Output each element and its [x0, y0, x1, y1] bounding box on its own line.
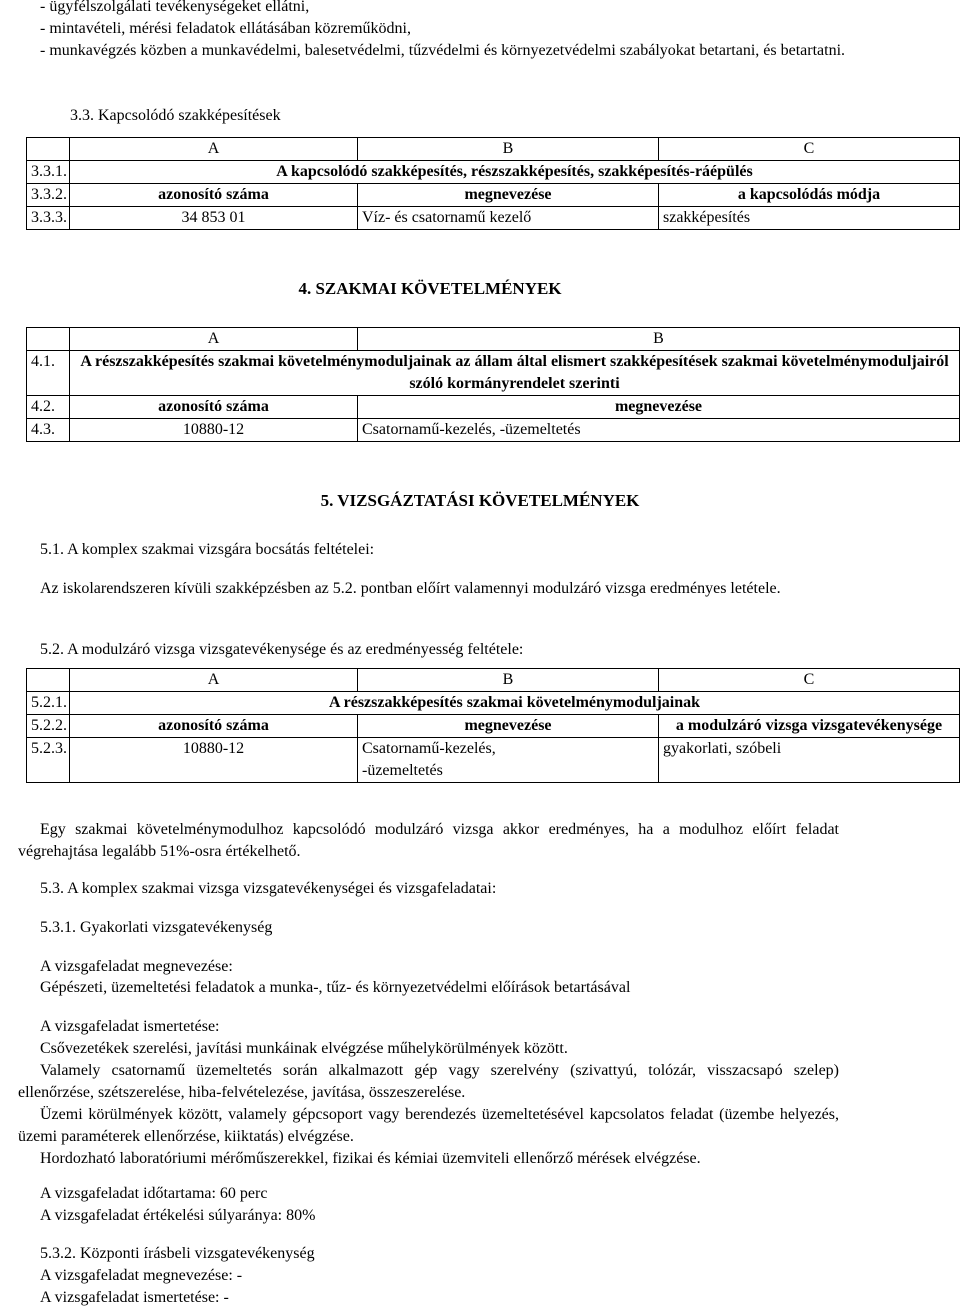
table-cell: A részszakképesítés szakmai követelménymoduljainak	[70, 692, 960, 715]
s532-desc: A vizsgafeladat ismertetése: -	[40, 1289, 229, 1306]
s4-heading: 4. SZAKMAI KÖVETELMÉNYEK	[298, 279, 562, 298]
row-number: 4.1.	[27, 351, 70, 396]
table-cell: Víz- és csatornamű kezelő	[358, 207, 659, 230]
task-name: Gépészeti, üzemeltetési feladatok a munka-, tűz- és környezetvédelmi előírások betartásával	[40, 979, 631, 996]
col-header-b: B	[358, 328, 960, 351]
col-header-b: B	[358, 669, 659, 692]
s52-title: 5.2. A modulzáró vizsga vizsgatevékenysége és az eredményesség feltétele:	[40, 641, 524, 658]
row-number: 3.3.3.	[27, 207, 70, 230]
task-duration: A vizsgafeladat időtartama: 60 perc	[40, 1185, 268, 1202]
s531-title: 5.3.1. Gyakorlati vizsgatevékenység	[40, 919, 273, 936]
table-cell: 34 853 01	[70, 207, 358, 230]
table-row	[27, 396, 960, 419]
s52-table	[26, 668, 960, 783]
table-row	[27, 738, 960, 783]
task-desc-4: Hordozható laboratóriumi mérőműszerekkel, fizikai és kémiai üzemviteli ellenőrző mérések elvégzése.	[40, 1150, 701, 1167]
table-cell: A kapcsolódó szakképesítés, részszakképesítés, szakképesítés-ráépülés	[70, 161, 960, 184]
table-cell: azonosító száma	[70, 396, 358, 419]
s33-title: 3.3. Kapcsolódó szakképesítések	[70, 107, 281, 124]
table-cell: megnevezése	[358, 715, 659, 738]
row-number: 3.3.2.	[27, 184, 70, 207]
table-cell: azonosító száma	[70, 184, 358, 207]
table-cell: Csatornamű-kezelés, -üzemeltetés	[358, 738, 659, 783]
intro-line-3: - munkavégzés közben a munkavédelmi, balesetvédelmi, tűzvédelmi és környezetvédelmi szabályokat betartani, és betartatni.	[40, 42, 846, 59]
s5-heading: 5. VIZSGÁZTATÁSI KÖVETELMÉNYEK	[320, 491, 640, 510]
col-header-a: A	[70, 669, 358, 692]
col-header-a: A	[70, 138, 358, 161]
row-number: 5.2.3.	[27, 738, 70, 783]
table-cell: a kapcsolódás módja	[659, 184, 960, 207]
intro-block	[40, 0, 920, 62]
s532-title: 5.3.2. Központi írásbeli vizsgatevékenység	[40, 1245, 315, 1262]
s33-table	[26, 137, 960, 230]
table-cell: 10880-12	[70, 419, 358, 442]
s53-title: 5.3. A komplex szakmai vizsga vizsgatevékenységei és vizsgafeladatai:	[40, 880, 497, 897]
task-name-label: A vizsgafeladat megnevezése:	[40, 958, 233, 975]
task-desc-label: A vizsgafeladat ismertetése:	[40, 1018, 220, 1035]
row-number: 5.2.2.	[27, 715, 70, 738]
row-number: 5.2.1.	[27, 692, 70, 715]
col-header-b: B	[358, 138, 659, 161]
s532-name: A vizsgafeladat megnevezése: -	[40, 1267, 243, 1284]
s51-title: 5.1. A komplex szakmai vizsgára bocsátás feltételei:	[40, 541, 375, 558]
task-desc-1: Csővezetékek szerelési, javítási munkáinak elvégzése műhelykörülmények között.	[40, 1040, 568, 1057]
table-row	[27, 328, 960, 351]
task-weight: A vizsgafeladat értékelési súlyaránya: 80%	[40, 1207, 316, 1224]
task-desc-block	[18, 1038, 839, 1170]
s52-text: Egy szakmai követelménymodulhoz kapcsolódó modulzáró vizsga akkor eredményes, ha a modulhoz előírt feladat végrehajtása legalább 51%-osra értékelhető.	[18, 821, 839, 860]
table-row	[27, 184, 960, 207]
table-row	[27, 351, 960, 396]
table-cell: gyakorlati, szóbeli	[659, 738, 960, 783]
table-cell: megnevezése	[358, 396, 960, 419]
table-row	[27, 669, 960, 692]
intro-line-2: - mintavételi, mérési feladatok ellátásában közreműködni,	[40, 20, 411, 37]
col-header-c: C	[659, 669, 960, 692]
table-row	[27, 161, 960, 184]
table-row	[27, 138, 960, 161]
row-number: 3.3.1.	[27, 161, 70, 184]
table-cell: megnevezése	[358, 184, 659, 207]
table-row	[27, 419, 960, 442]
task-desc-3: Üzemi körülmények között, valamely gépcsoport vagy berendezés üzemeltetésével kapcsolatos feladat (üzembe helyezés, üzemi paraméterek ellenőrzése, kiiktatás) elvégzése.	[18, 1106, 839, 1145]
table-row	[27, 207, 960, 230]
s4-table	[26, 327, 960, 442]
table-cell: a modulzáró vizsga vizsgatevékenysége	[659, 715, 960, 738]
intro-line-1: - ügyfélszolgálati tevékenységeket ellátni,	[40, 0, 310, 15]
table-cell: A részszakképesítés szakmai követelménymoduljainak az állam által elismert szakképesítések szakmai követelménymoduljairól szóló kormányrendelet szerinti	[70, 351, 960, 396]
table-cell: 10880-12	[70, 738, 358, 783]
s51-text: Az iskolarendszeren kívüli szakképzésben az 5.2. pontban előírt valamennyi modulzáró vizsga eredményes letétele.	[40, 580, 781, 597]
row-number: 4.3.	[27, 419, 70, 442]
table-cell: szakképesítés	[659, 207, 960, 230]
table-row	[27, 692, 960, 715]
row-number: 4.2.	[27, 396, 70, 419]
table-cell: azonosító száma	[70, 715, 358, 738]
col-header-a: A	[70, 328, 358, 351]
table-row	[27, 715, 960, 738]
task-desc-2: Valamely csatornamű üzemeltetés során alkalmazott gép vagy szerelvény (szivattyú, tolózár, visszacsapó szelep) ellenőrzése, szétszerelése, hiba-felvételezése, javítása, összeszerelése.	[18, 1062, 839, 1101]
table-cell: Csatornamű-kezelés, -üzemeltetés	[358, 419, 960, 442]
col-header-c: C	[659, 138, 960, 161]
